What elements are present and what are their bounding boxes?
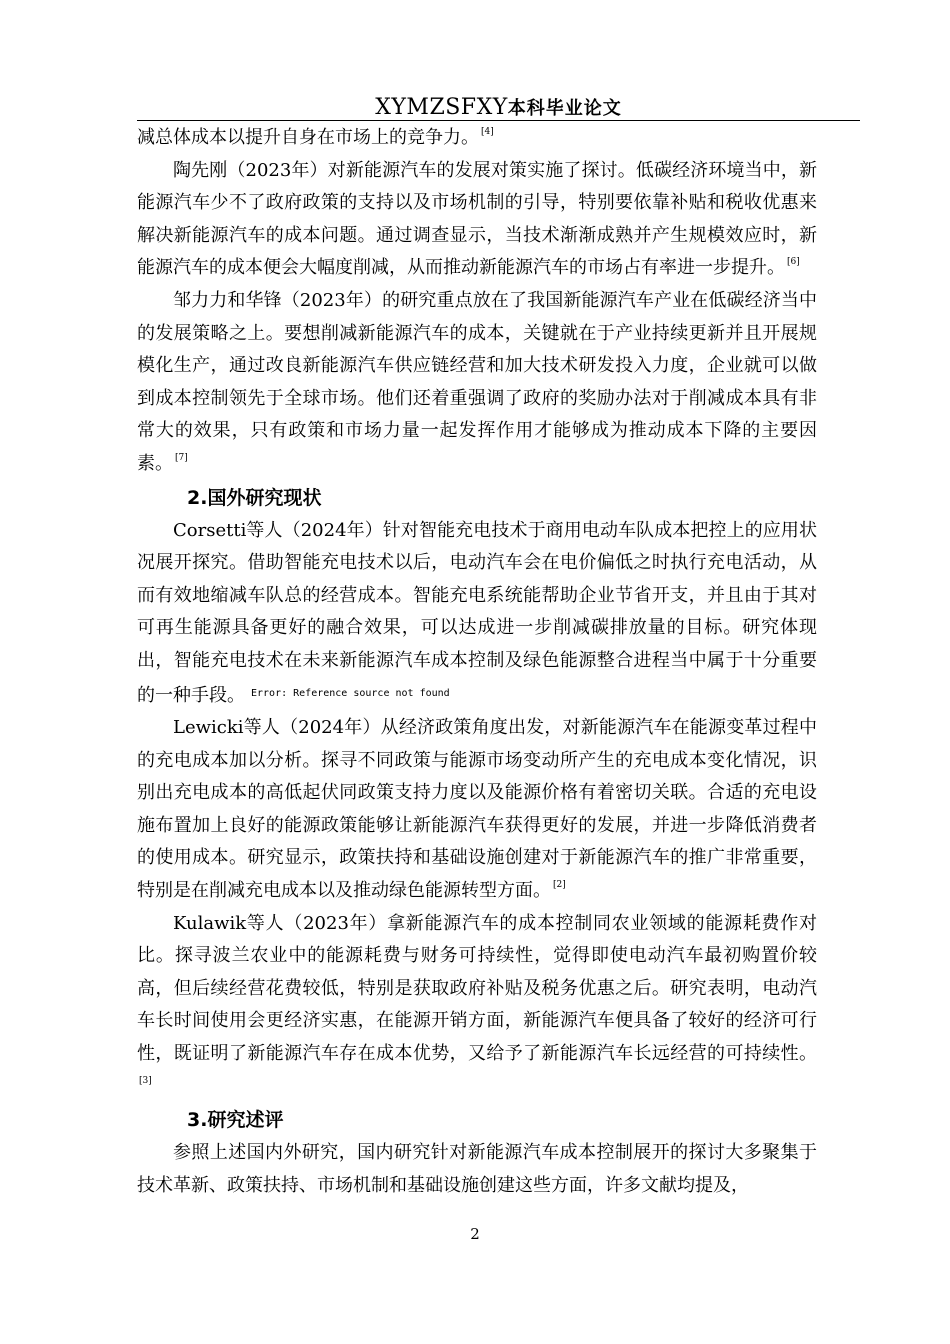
paragraph: 参照上述国内外研究，国内研究针对新能源汽车成本控制展开的探讨大多聚集于技术革新、政策扶持、市场机制和基础设施创建这些方面，许多文献均提及， — [137, 1142, 817, 1196]
citation-ref: [7] — [175, 452, 188, 463]
header-code: XYMZSFXY — [375, 95, 508, 120]
section-heading: 2.国外研究现状 — [187, 486, 322, 509]
paragraph — [137, 155, 817, 285]
header-title: 本科毕业论文 — [507, 98, 622, 119]
paragraph — [137, 285, 817, 481]
paragraph — [137, 712, 817, 908]
citation-ref: [6] — [787, 257, 800, 268]
paragraph-text: Corsetti等人（2024年）针对智能充电技术于商用电动车队成本把控上的应用状况展开探究。借助智能充电技术以后，电动汽车会在电价偏低之时执行充电活动，从而有效地缩减车队总的经营成本。智能充电系统能帮助企业节省开支，并且由于其对可再生能源具备更好的融合效果，可以达成进一步削减碳排放量的目标。研究体现出，智能充电技术在未来新能源汽车成本控制及绿色能源整合进程当中属于十分重要的一种手段。 — [137, 519, 817, 706]
paragraph — [137, 515, 817, 713]
paragraph-text: 减总体成本以提升自身在市场上的竞争力。 — [137, 127, 479, 148]
page-header — [137, 94, 860, 121]
paragraph-text: Lewicki等人（2024年）从经济政策角度出发，对新能源汽车在能源变革过程中的充电成本加以分析。探寻不同政策与能源市场变动所产生的充电成本变化情况，识别出充电成本的高低起伏同政策支持力度以及能源价格有着密切关联。合适的充电设施布置加上良好的能源政策能够让新能源汽车获得更好的发展，并进一步降低消费者的使用成本。研究显示，政策扶持和基础设施创建对于新能源汽车的推广非常重要，特别是在削减充电成本以及推动绿色能源转型方面。 — [137, 717, 817, 902]
page-number: 2 — [470, 1225, 480, 1243]
citation-ref: [2] — [553, 880, 566, 891]
paragraph-text: 邹力力和华锋（2023年）的研究重点放在了我国新能源汽车产业在低碳经济当中的发展策略之上。要想削减新能源汽车的成本，关键就在于产业持续更新并且开展规模化生产，通过改良新能源汽车供应链经营和加大技术研发投入力度，企业就可以做到成本控制领先于全球市场。他们还着重强调了政府的奖励办法对于削减成本具有非常大的效果，只有政策和市场力量一起发挥作用才能够成为推动成本下降的主要因素。 — [137, 289, 817, 474]
citation-ref: [3] — [139, 1075, 152, 1086]
paragraph — [137, 908, 817, 1104]
paragraph-text: Kulawik等人（2023年）拿新能源汽车的成本控制同农业领域的能源耗费作对比。探寻波兰农业中的能源耗费与财务可持续性，觉得即使电动汽车最初购置价较高，但后续经营花费较低，特别是获取政府补贴及税务优惠之后。研究表明，电动汽车长时间使用会更经济实惠，在能源开销方面，新能源汽车便具备了较好的经济可行性，既证明了新能源汽车存在成本优势，又给予了新能源汽车长远经营的可持续性。 — [137, 912, 817, 1065]
citation-ref: [4] — [481, 127, 494, 137]
paragraph-text: 陶先刚（2023年）对新能源汽车的发展对策实施了探讨。低碳经济环境当中，新能源汽车少不了政府政策的支持以及市场机制的引导，特别要依靠补贴和税收优惠来解决新能源汽车的成本问题。通过调查显示，当技术渐渐成熟并产生规模效应时，新能源汽车的成本便会大幅度削减，从而推动新能源汽车的市场占有率进一步提升。 — [137, 159, 817, 279]
section-heading: 3.研究述评 — [187, 1109, 284, 1132]
reference-error: Error: Reference source not found — [251, 687, 450, 699]
page-body — [137, 122, 817, 1202]
paragraph — [137, 122, 817, 155]
